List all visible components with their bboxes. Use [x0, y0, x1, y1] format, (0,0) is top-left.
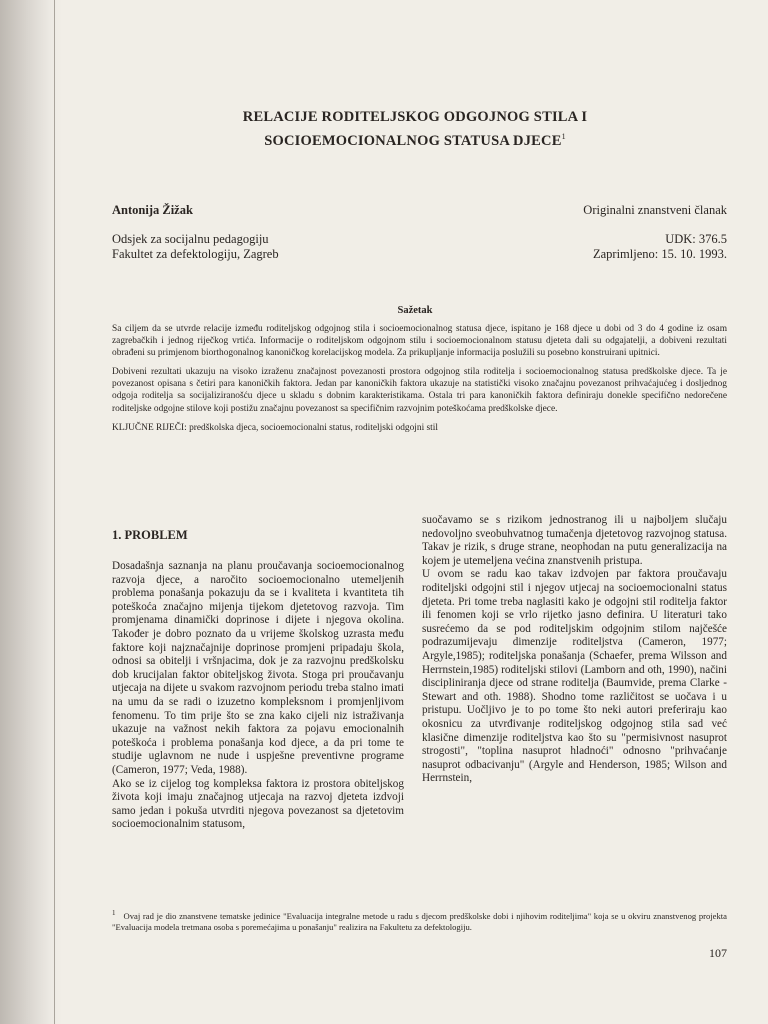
abstract-paragraph-1: Sa ciljem da se utvrde relacije između roditeljskog odgojnog stila i socioemocionalnog statusa djece, ispitano je 168 djece u dobi od 3 do 4 godine iz osam zagrebačkih i jednog riječkog vrtića. Informacije o roditeljskom odgojnom stilu i socioemocionalnom statusu djeteta dali su odgajatelji, a dobiveni rezultati obrađeni su primjenom biorthogonalnog kanoničkog korelacijskog modela. Za prikupljanje informacija poslužili su posebno konstruirani upitnici. — [112, 324, 727, 359]
left-paragraph-2: Ako se iz cijelog tog kompleksa faktora iz prostora obiteljskog života koji imaju značajnog utjecaja na razvoj djeteta izdvoji samo jedan i pokuša utvrditi njegova povezanost sa djetetovim socioemocionalnim statusom, — [112, 777, 404, 831]
section-heading: 1. PROBLEM — [112, 528, 188, 542]
article-type: Originalni znanstveni članak — [583, 203, 727, 217]
keywords: KLJUČNE RIJEČI: predškolska djeca, socioemocionalni status, roditeljski odgojni stil — [112, 422, 439, 433]
book-gutter — [0, 0, 62, 1024]
right-paragraph-2: U ovom se radu kao takav izdvojen par faktora proučavaju roditeljski odgojni stil i njegov utjecaj na socioemocionalni status djeteta. Pri tome treba naglasiti kako je odgojni stil roditelja faktor ili fenomen koji se vrlo rijetko jasno definira. U literaturi tako susrećemo da se pod roditeljskim odgojnim stilom najčešće podrazumijevaju dimenzije roditeljstva (Cameron, 1977; Argyle,1985); roditeljska ponašanja (Schaefer, prema Wilsson and Herrnstein,1985) roditeljski stilovi (Lamborn and oth, 1990), načini discipliniranja djece od strane roditelja (Baumvide, prema Clarke - Stewart and oth. 1988). Shodno tome različitost se uočava i u pristupu. Uočljivo je to po tome što neki autori preferiraju kao okosnicu za utvrđivanje roditeljskog odgojnog stila sad već klasične dimenzije roditeljstva kao što su "permisivnost nasuprot strogosti", "toplina nasuprot hladnoći" odnosno "prihvaćanje nasuprot odbacivanju" (Argyle and Henderson, 1985; Wilson and Herrnstein, — [422, 568, 727, 785]
title-line-2 — [62, 127, 768, 151]
page — [62, 0, 768, 1024]
author-name: Antonija Žižak — [112, 203, 193, 217]
page-number: 107 — [709, 946, 727, 960]
affiliation-line-1: Odsjek za socijalnu pedagogiju — [112, 232, 269, 246]
binding-edge — [54, 0, 55, 1024]
right-paragraph-1: suočavamo se s rizikom jednostranog ili u najboljem slučaju nedovoljno sveobuhvatnog tumačenja djetetovog razvojnog statusa. Takav je rizik, s druge strane, neophodan na putu generalizacija na kojem je utemeljena većina znanstvenih pristupa. — [422, 514, 727, 567]
title-line-1: RELACIJE RODITELJSKOG ODGOJNOG STILA I — [242, 109, 588, 125]
right-column — [422, 514, 727, 786]
abstract-paragraph-2: Dobiveni rezultati ukazuju na visoko izraženu značajnost povezanosti prostora odgojnog stila roditelja i socioemocionalnog statusa predškolske djece. Ta je povezanost opisana s četiri para kanoničkih faktora. Jedan par kanoničkih faktora ukazuje na statistički visoko značajnu povezanost prihvaćajućeg i dosljednog odgoja roditelja sa socijaliziranošću djece u skladu s dobnim karakteristikama. Ostala tri para kanoničkih faktora definiraju donekle specifično nedorečene roditeljske odgojne stilove koji postižu značajnu povezanost sa specifičnim razvojnim poteškoćama predškolske djece. — [112, 367, 727, 414]
footnote-mark: 1 — [112, 909, 116, 917]
footnote-text: Ovaj rad je dio znanstvene tematske jedinice "Evaluacija integralne metode u radu s djecom predškolske dobi i njihovim roditeljima" koja se u okviru znanstvenog projekta "Evaluacija modela tretmana osoba s poremećajima u ponašanju" realizira na Fakultetu za defektologiju. — [112, 910, 727, 932]
footnote — [112, 908, 727, 933]
title-line-2-text: SOCIOEMOCIONALNOG STATUSA DJECE — [264, 132, 562, 149]
udk-code: UDK: 376.5 — [665, 232, 727, 246]
article-title — [62, 108, 768, 151]
title-footnote-mark: 1 — [561, 132, 566, 141]
article-meta — [593, 232, 727, 262]
left-paragraph-1: Dosadašnja saznanja na planu proučavanja socioemocionalnog razvoja djece, a naročito socioemocionalno utemeljenih problema ponašanja pokazuju da se i kvaliteta i kvantiteta tih poteškoća značajno mijenja tijekom djetetovog razvoja. Tim promjenama dinamički doprinose i dijete i njegova okolina. Također je dobro poznato da u vrijeme školskog uzrasta među faktore koji najznačajnije doprinose promjeni pripadaju škola, odnosi sa obitelji i vršnjacima, dok je za razvojnu predškolsku dob krucijalan faktor obiteljskog života. Stoga pri proučavanju utjecaja na dijete u svakom razvojnom periodu treba stalno imati na umu da se radi o izuzetno kompleksnom i promjenljivom fenomenu. To tim prije što se zna kako cijeli niz istraživanja ukazuje na važnost nekih faktora za pojavu emocionalnih poteškoća i problema ponašanja kod djece, a da pri tome te studije uglavnom ne nude i uspješne preventivne programe (Cameron, 1977; Veda, 1988). — [112, 560, 404, 776]
affiliation-line-2: Fakultet za defektologiju, Zagreb — [112, 247, 279, 261]
affiliation — [112, 232, 279, 262]
abstract — [112, 323, 727, 441]
abstract-heading: Sažetak — [397, 305, 433, 316]
left-column — [112, 560, 404, 832]
received-date: Zaprimljeno: 15. 10. 1993. — [592, 247, 727, 261]
